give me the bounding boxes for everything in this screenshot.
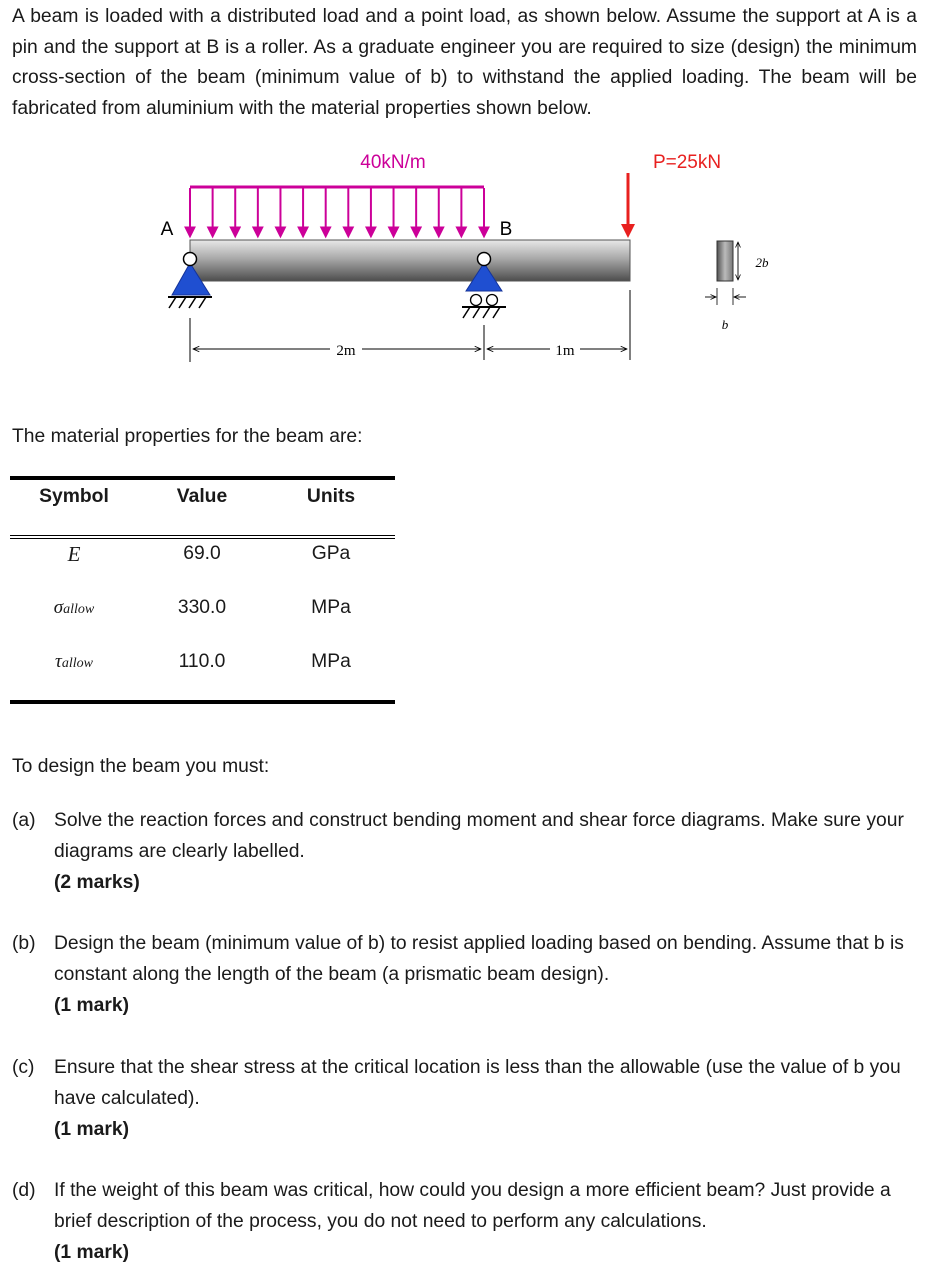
header-value: Value (176, 486, 228, 507)
value-cell: 69.0 (183, 543, 221, 564)
value-cell: 330.0 (177, 597, 227, 618)
dimension-bc-label: 1m (555, 343, 575, 359)
question-c (12, 1052, 917, 1145)
header-symbol: Symbol (39, 486, 109, 507)
question-text: If the weight of this beam was critical, how could you design a more efficient beam? Just provide a brief description of the process, you do not need to perform any calculations. (54, 1180, 891, 1232)
question-text: Solve the reaction forces and construct bending moment and shear force diagrams. Make sure your diagrams are clearly labelled. (54, 810, 904, 862)
cross-section (705, 241, 746, 305)
table-bottom-rule (10, 700, 395, 704)
question-label: (b) (12, 933, 36, 954)
question-marks: (1 mark) (54, 1119, 130, 1140)
question-text: Ensure that the shear stress at the critical location is less than the allowable (use the value of b you have calculated). (54, 1057, 901, 1109)
point-load-label: P=25kN (652, 152, 722, 173)
point-load-arrow (621, 173, 635, 238)
tasks-intro: To design the beam you must: (12, 756, 270, 777)
question-text: Design the beam (minimum value of b) to resist applied loading based on bending. Assume that b is constant along the length of the beam (a prismatic beam design). (54, 933, 904, 985)
beam (190, 240, 630, 281)
dimension-ab-label: 2m (336, 343, 356, 359)
intro-paragraph: A beam is loaded with a distributed load and a point load, as shown below. Assume the support at A is a pin and the support at B is a roller. As a graduate engineer you are required to size (design) the minimum cross-section of the beam (minimum value of b) to withstand the applied loading. The beam will be fabricated from aluminium with the material properties shown below. (12, 6, 917, 119)
question-label: (c) (12, 1057, 35, 1078)
question-marks: (2 marks) (54, 872, 140, 893)
question-marks: (1 mark) (54, 995, 130, 1016)
material-properties-table (10, 476, 395, 708)
question-marks: (1 mark) (54, 1242, 130, 1263)
question-b (12, 928, 917, 1021)
units-cell: MPa (311, 597, 351, 618)
table-top-rule (10, 476, 395, 480)
materials-intro: The material properties for the beam are: (12, 426, 363, 447)
question-label: (d) (12, 1180, 36, 1201)
units-cell: MPa (311, 651, 351, 672)
question-label: (a) (12, 810, 36, 831)
distributed-load (190, 187, 484, 236)
support-a-label: A (160, 219, 174, 240)
cross-section-width-label: b (721, 317, 729, 332)
units-cell: GPa (311, 543, 351, 564)
symbol-cell: τallow (55, 651, 93, 672)
beam-diagram (0, 130, 951, 390)
cross-section-height-label: 2b (755, 255, 769, 270)
symbol-cell: σallow (53, 597, 95, 618)
header-units: Units (306, 486, 356, 507)
symbol-cell: E (67, 542, 81, 566)
question-d (12, 1175, 917, 1268)
value-cell: 110.0 (178, 651, 226, 672)
question-a (12, 805, 917, 898)
table-header-rule (10, 535, 395, 539)
support-b-label: B (499, 219, 513, 240)
udl-label: 40kN/m (360, 152, 426, 173)
